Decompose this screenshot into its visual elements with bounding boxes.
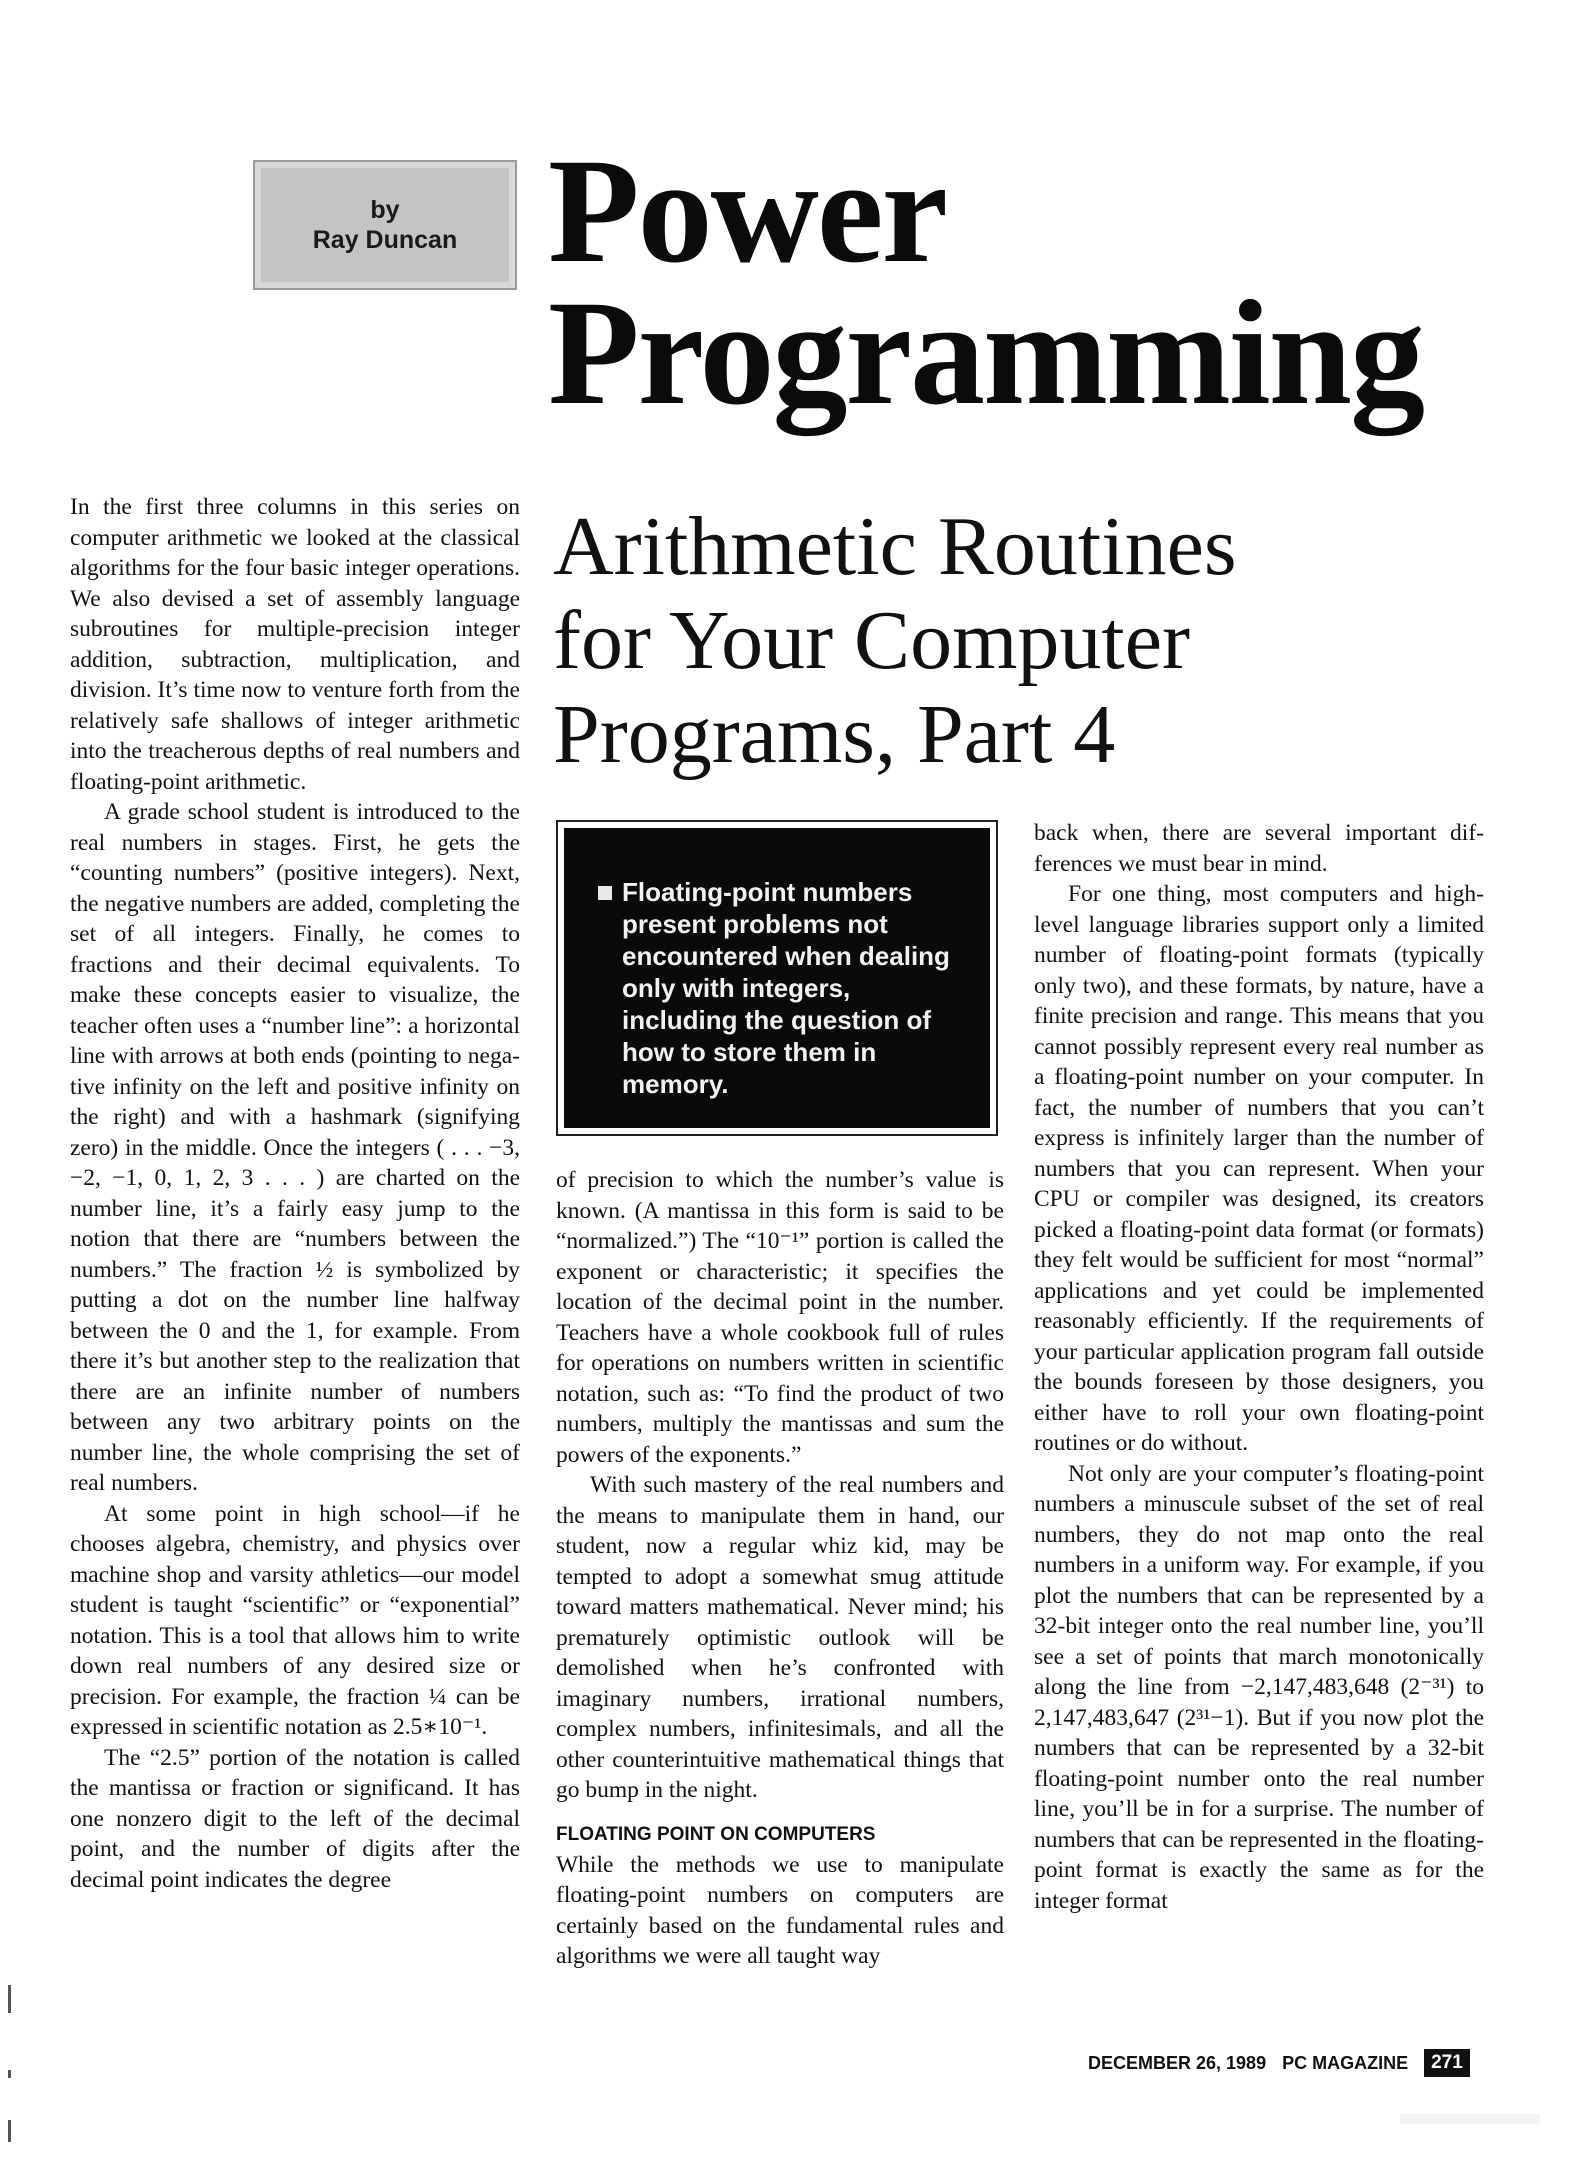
footer-date: DECEMBER 26, 1989	[1088, 2052, 1267, 2073]
scan-edge-mark	[8, 2070, 11, 2078]
col2-paragraph-2: With such mastery of the real numbers and the means to manipulate them in hand, our student, now a regular whiz kid, may be tempted to adopt a somewhat smug attitude toward matters mathematical. Never mind; his prematurely optimistic outlook will be demolished when he’s confronted with imaginary numbers, irrational numbers, complex numbers, infinitesimals, and all the other counterintuitive mathematical things that go bump in the night.	[556, 1472, 1004, 1803]
article-subtitle	[553, 500, 1237, 782]
footer-magazine: PC MAGAZINE	[1282, 2052, 1409, 2073]
body-column-3	[1034, 818, 1484, 1916]
byline-box	[253, 160, 517, 290]
pull-quote-panel	[564, 828, 990, 1128]
subtitle-line-3: Programs, Part 4	[553, 688, 1116, 781]
col1-paragraph-3: At some point in high school—if he chooses algebra, chemistry, and physics over machine shop and varsity athletics—our model student is taught “scientific” or “exponential” notation. This is a tool that allows him to write down real numbers of any desired size or precision. For example, the fraction ¼ can be expressed in scientific notation as 2.5∗10⁻¹.	[70, 1500, 520, 1740]
subtitle-line-1: Arithmetic Routines	[553, 500, 1237, 593]
pull-quote-text: Floating-point numbers present problems not encountered when dealing only with integers, including the question of how to store them in memory.	[622, 877, 950, 1099]
col3-paragraph-1: back when, there are several important differences we must bear in mind.	[1034, 820, 1484, 877]
col3-paragraph-2: For one thing, most computers and high-level language libraries support only a limited number of floating-point formats (typically only two), and these formats, by nature, have a finite precision and range. This means that you cannot possibly represent every real number as a floating-point number on your computer. In fact, the number of numbers that you can’t express is infinitely larger than the number of numbers that you can represent. When your CPU or compiler was designed, its creators picked a floating-point data format (or formats) they felt would be sufficient for most “normal” applications and yet could be implemented reasonably efficiently. If the requirements of your particular application program fall outside the bounds foreseen by those designers, you either have to roll your own floating-point routines or do without.	[1034, 881, 1484, 1456]
col2-paragraph-3: While the methods we use to manipulate floating-point numbers on computers are certainly based on the fundamental rules and algorithms we were all taught way	[556, 1851, 1004, 1969]
article-title	[548, 128, 1424, 436]
col1-paragraph-2: A grade school student is introduced to the real numbers in stages. First, he gets the “counting numbers” (positive integers). Next, the negative numbers are added, completing the set of all integers. Finally, he comes to fractions and their decimal equivalents. To make these concepts easier to visualize, the teacher often uses a “number line”: a horizontal line with arrows at both ends (pointing to negative infinity on the left and positive infinity on the right) and with a hashmark (signifying zero) in the middle. Once the integers ( . . . −3, −2, −1, 0, 1, 2, 3 . . . ) are charted on the number line, it’s a fairly easy jump to the notion that there are “numbers between the numbers.” The fraction ½ is symbolized by putting a dot on the number line halfway between the 0 and the 1, for example. From there it’s but another step to the realization that there are an infinite number of numbers between any two arbitrary points on the number line, the whole comprising the set of real numbers.	[70, 799, 520, 1496]
square-bullet-icon	[598, 886, 612, 900]
scan-edge-mark	[8, 1985, 11, 2013]
section-subhead: FLOATING POINT ON COMPUTERS	[556, 1823, 876, 1845]
byline-by: by	[370, 196, 400, 224]
col1-paragraph-1: In the first three columns in this series on computer arithmetic we looked at the classical algorithms for the four basic integer operations. We also devised a set of assembly language subroutines for multiple-precision integer addition, subtraction, multiplication, and division. It’s time now to venture forth from the relatively safe shallows of integer arithmetic into the treacherous depths of real numbers and floating-point arithmetic.	[70, 494, 520, 795]
byline-author: Ray Duncan	[312, 226, 458, 254]
body-column-2	[556, 1165, 1004, 1972]
subtitle-line-2: for Your Computer	[553, 594, 1191, 687]
scan-smudge	[1400, 2114, 1540, 2124]
col2-paragraph-1: of precision to which the number’s value is known. (A mantissa in this form is said to be “normalized.”) The “10⁻¹” portion is called the exponent or characteristic; it specifies the location of the decimal point in the number. Teachers have a whole cookbook full of rules for operations on numbers written in scientific notation, such as: “To find the product of two numbers, multiply the mantissas and sum the powers of the exponents.”	[556, 1167, 1004, 1468]
page-number: 271	[1424, 2049, 1470, 2077]
col1-paragraph-4: The “2.5” portion of the notation is called the mantissa or fraction or significand. It has one nonzero digit to the left of the decimal point, and the number of digits after the decimal point indicates the degree	[70, 1744, 520, 1893]
title-line-2: Programming	[548, 270, 1424, 436]
body-column-1	[70, 492, 520, 1895]
title-line-1: Power	[548, 128, 947, 294]
scan-edge-mark	[8, 2120, 11, 2142]
col3-paragraph-3: Not only are your computer’s floating-point numbers a minuscule subset of the set of real numbers, they do not map onto the real numbers in a uniform way. For example, if you plot the numbers that can be represented by a 32-bit integer onto the real number line, you’ll see a set of points that march monotonically along the line from −2,147,483,648 (2⁻³¹) to 2,147,483,647 (2³¹−1). But if you now plot the numbers that can be represented by a 32-bit floating-point number onto the real number line, you’ll be in for a surprise. The number of numbers that can be represented in the floating-point format is exactly the same as for the integer format	[1034, 1460, 1484, 1914]
page-footer	[1088, 2048, 1470, 2078]
pull-quote-box	[556, 820, 998, 1136]
